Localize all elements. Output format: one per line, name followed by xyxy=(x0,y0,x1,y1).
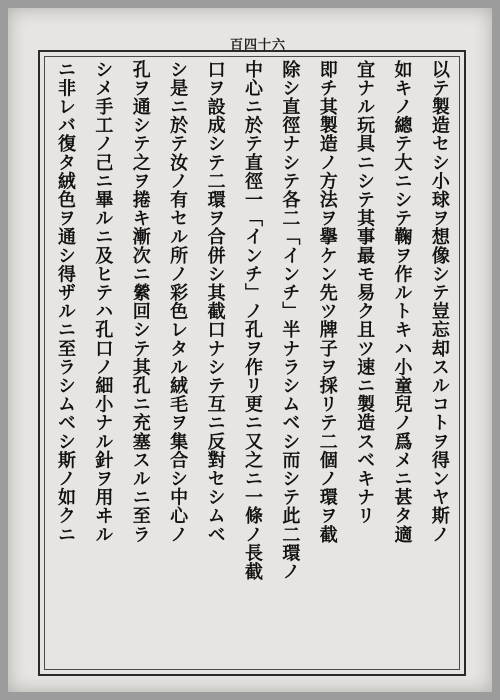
text-column-5: 除シ直徑ナシテ各二「インチ」半ナラシムベシ而シテ此二環ノ xyxy=(279,60,301,581)
text-column-7: 口ヲ設成シテ二環ヲ合併シ其截口ナシテ互ニ反對セシムベ xyxy=(204,60,226,544)
text-column-9: 孔ヲ通シテ之ヲ捲キ漸次ニ縈回シテ其孔ニ充塞スルニ至ラ xyxy=(129,60,151,544)
page-number: 百四十六 xyxy=(229,38,286,53)
vertical-text-body xyxy=(50,60,454,660)
text-column-1: 以テ製造セシ小球ヲ想像シテ豈忘却スルコトヲ得ンヤ斯ノ xyxy=(428,60,450,544)
text-column-11: ニ非レバ復タ絨色ヲ通シ得ザルニ至ラシムベシ斯ノ如クニ xyxy=(55,60,76,544)
text-column-3: 宜ナル玩具ニシテ其事最モ易ク且ツ速ニ製造スベキナリ xyxy=(354,60,376,525)
text-column-2: 如キノ總テ大ニシテ鞠ヲ作ルトキハ小童兒ノ爲メニ甚タ適 xyxy=(391,60,413,544)
text-column-4: 即チ其製造ノ方法ヲ擧ケン先ツ牌子ヲ採リテ二個ノ環ヲ截 xyxy=(316,60,338,544)
text-column-10: シメ手工ノ己ニ畢ルニ及ヒテハ孔口ノ細小ナル針ヲ用ヰル xyxy=(92,60,114,544)
text-column-6: 中心ニ於テ直徑一「インチ」ノ孔ヲ作リ更ニ又之ニ一條ノ長截 xyxy=(241,60,263,581)
book-page xyxy=(8,8,492,692)
text-column-8: シ是ニ於テ汝ノ有セル所ノ彩色レタル絨毛ヲ集合シ中心ノ xyxy=(167,60,189,544)
